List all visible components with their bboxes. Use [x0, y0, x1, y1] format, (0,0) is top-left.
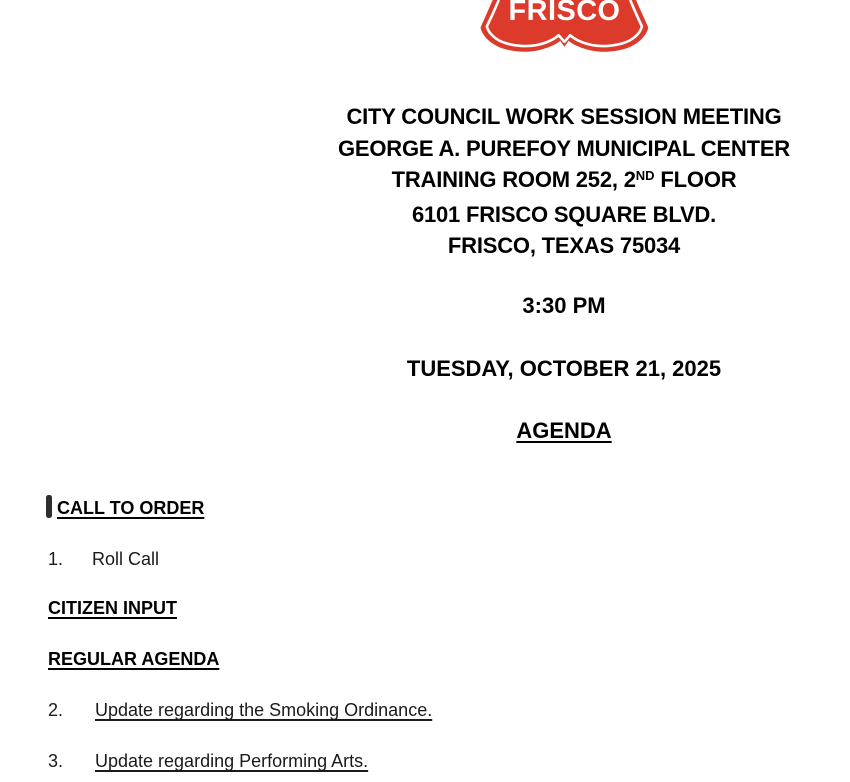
item-number: 3.	[48, 751, 64, 771]
item-label: Roll Call	[92, 549, 160, 569]
agenda-title-text: AGENDA	[516, 418, 612, 443]
frisco-logo-svg	[480, 0, 649, 54]
meeting-date: TUESDAY, OCTOBER 21, 2025	[406, 356, 722, 381]
agenda-item-performing-arts	[48, 751, 368, 771]
agenda-item-roll-call	[48, 549, 159, 569]
item-number: 1.	[48, 549, 64, 569]
meeting-room-line	[278, 164, 850, 199]
room-line-pre: TRAINING ROOM 252, 2	[391, 167, 636, 192]
room-line-superscript: ND	[635, 168, 655, 183]
section-heading-regular-agenda: REGULAR AGENDA	[48, 649, 220, 669]
item-link-performing-arts[interactable]: Update regarding Performing Arts.	[95, 751, 369, 771]
meeting-city-line: FRISCO, TEXAS 75034	[447, 233, 681, 258]
room-line-post: FLOOR	[654, 167, 737, 192]
logo-wordmark: FRISCO	[508, 0, 621, 27]
item-number: 2.	[48, 700, 64, 720]
meeting-location-line: GEORGE A. PUREFOY MUNICIPAL CENTER	[338, 135, 790, 161]
meeting-address-line: 6101 FRISCO SQUARE BLVD.	[411, 201, 717, 227]
text-caret-bar	[46, 495, 52, 518]
section-heading-citizen-input: CITIZEN INPUT	[48, 598, 177, 618]
item-link-smoking-ordinance[interactable]: Update regarding the Smoking Ordinance.	[95, 700, 433, 720]
agenda-item-smoking-ordinance	[48, 700, 432, 720]
meeting-time: 3:30 PM	[522, 293, 606, 318]
section-heading-call-to-order: CALL TO ORDER	[57, 498, 205, 518]
frisco-logo	[480, 0, 649, 54]
meeting-title-line: CITY COUNCIL WORK SESSION MEETING	[346, 104, 782, 129]
agenda-title	[278, 418, 850, 444]
meeting-header	[278, 101, 850, 262]
